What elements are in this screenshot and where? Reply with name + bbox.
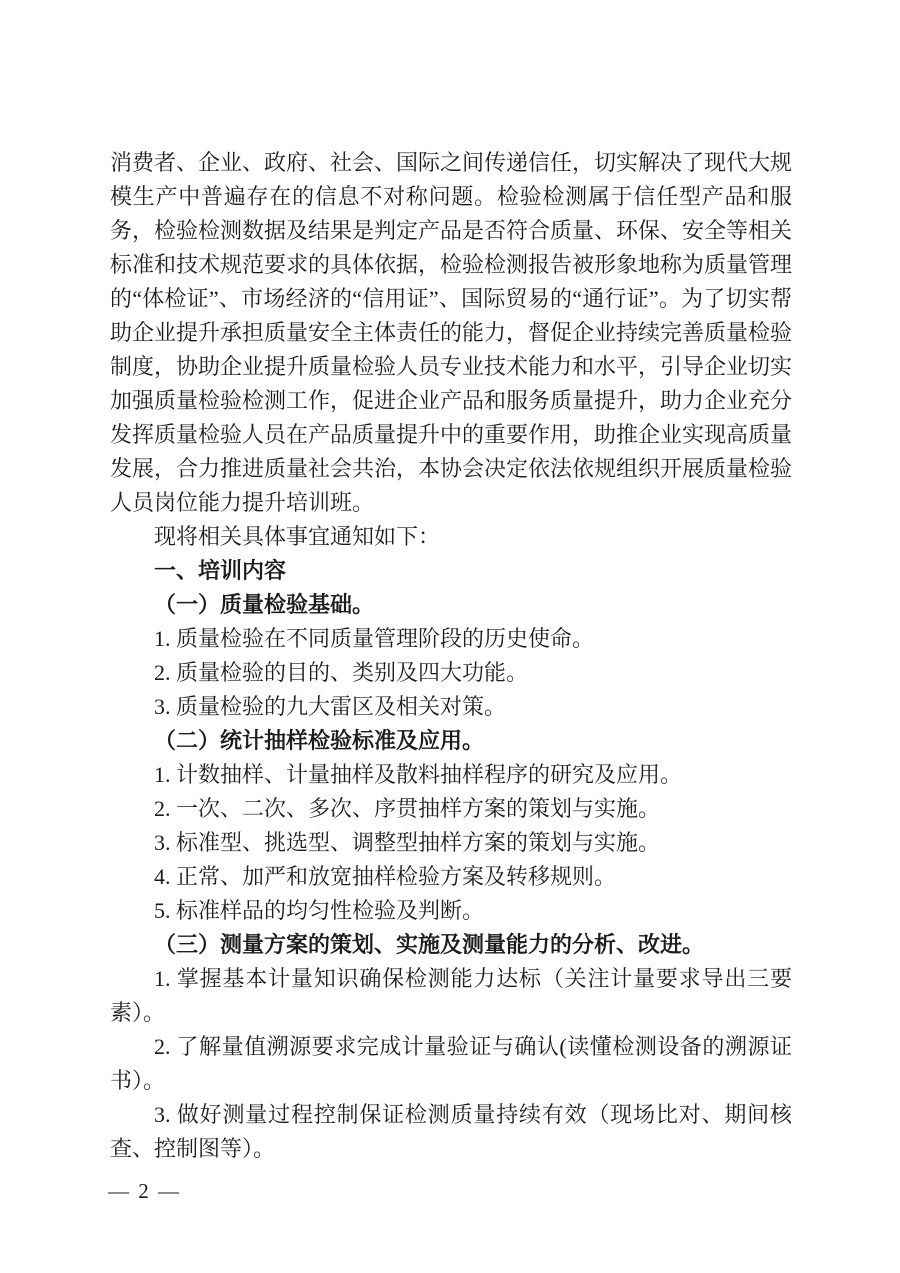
subsection-2-heading: （二）统计抽样检验标准及应用。 (154, 728, 485, 753)
intro-line: 现将相关具体事宜通知如下： (154, 524, 441, 549)
subsection-3-heading: （三）测量方案的策划、实施及测量能力的分析、改进。 (154, 932, 705, 957)
list-item: 3. 质量检验的九大雷区及相关对策。 (154, 694, 507, 719)
list-item: 3. 标准型、挑选型、调整型抽样方案的策划与实施。 (154, 830, 661, 855)
list-item: 2. 一次、二次、多次、序贯抽样方案的策划与实施。 (154, 796, 661, 821)
body-paragraph: 消费者、企业、政府、社会、国际之间传递信任，切实解决了现代大规模生产中普遍存在的信息不对称问题。检验检测属于信任型产品和服务，检验检测数据及结果是判定产品是否符合质量、环保、安全等相关标准和技术规范要求的具体依据，检验检测报告被形象地称为质量管理的“体检证”、市场经济的“信用证”、国际贸易的“通行证”。为了切实帮助企业提升承担质量安全主体责任的能力，督促企业持续完善质量检验制度，协助企业提升质量检验人员专业技术能力和水平，引导企业切实加强质量检验检测工作，促进企业产品和服务质量提升，助力企业充分发挥质量检验人员在产品质量提升中的重要作用，助推企业实现高质量发展，合力推进质量社会共治，本协会决定依法依规组织开展质量检验人员岗位能力提升培训班。 (110, 150, 793, 515)
list-item: 5. 标准样品的均匀性检验及判断。 (154, 898, 485, 923)
list-item: 2. 质量检验的目的、类别及四大功能。 (154, 660, 529, 685)
list-item: 1. 掌握基本计量知识确保检测能力达标（关注计量要求导出三要素）。 (110, 966, 792, 1025)
list-item: 1. 计数抽样、计量抽样及散料抽样程序的研究及应用。 (154, 762, 683, 787)
list-item: 1. 质量检验在不同质量管理阶段的历史使命。 (154, 626, 595, 651)
page-number: — 2 — (108, 1179, 181, 1203)
subsection-1-heading: （一）质量检验基础。 (154, 592, 375, 617)
list-item: 3. 做好测量过程控制保证检测质量持续有效（现场比对、期间核查、控制图等）。 (110, 1102, 792, 1161)
section-1-heading: 一、培训内容 (154, 558, 287, 583)
document-body (110, 146, 792, 1166)
list-item: 4. 正常、加严和放宽抽样检验方案及转移规则。 (154, 864, 617, 889)
list-item: 2. 了解量值溯源要求完成计量验证与确认(读懂检测设备的溯源证书）。 (110, 1034, 792, 1093)
